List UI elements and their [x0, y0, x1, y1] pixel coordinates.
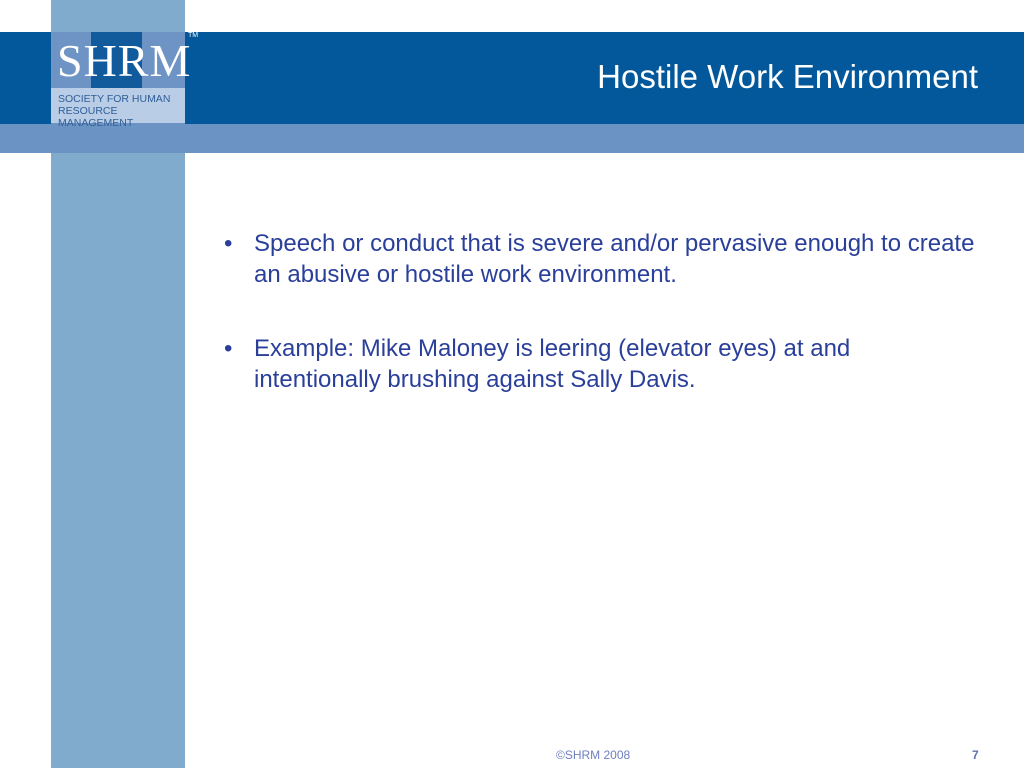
- bullet-list: [218, 228, 978, 438]
- bullet-item: • Speech or conduct that is severe and/or pervasive enough to create an abusive or hostile work environment.: [218, 228, 978, 290]
- footer-copyright: ©SHRM 2008: [556, 748, 631, 762]
- bullet-item: • Example: Mike Maloney is leering (elevator eyes) at and intentionally brushing against Sally Davis.: [218, 333, 978, 395]
- logo-subtitle-line: RESOURCE MANAGEMENT: [58, 105, 134, 129]
- page-number: 7: [972, 748, 979, 762]
- trademark: TM: [188, 32, 199, 39]
- shrm-logo: [51, 32, 192, 129]
- slide-title: Hostile Work Environment: [597, 58, 978, 95]
- logo-letters: SHRM: [57, 35, 192, 86]
- logo-subtitle-line: SOCIETY FOR HUMAN: [58, 93, 171, 105]
- logo-subtitle: [51, 88, 185, 129]
